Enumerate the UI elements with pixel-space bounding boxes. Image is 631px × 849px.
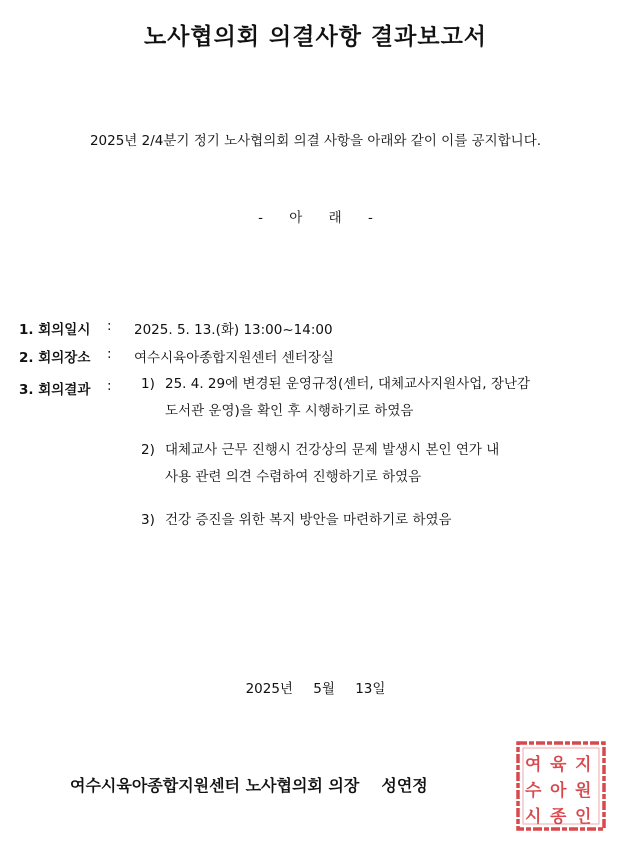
date-month: 5월 [313,681,335,697]
meeting-place-colon: : [107,346,112,362]
intro-paragraph: 2025년 2/4분기 정기 노사협의회 의결 사항을 아래와 같이 이를 공지합니다. [89,133,542,149]
signer-organization: 여수시육아종합지원센터 노사협의회 의장 [70,776,360,795]
document-title: 노사협의회 의결사항 결과보고서 [143,24,488,50]
date-year: 2025년 [245,681,293,697]
result-item-2 [141,437,499,491]
svg-text:종: 종 [550,807,567,827]
document-date [0,677,631,697]
result-item-text-continued: 도서관 운영)을 확인 후 시행하기로 하였음 [165,403,414,419]
meeting-date-label: 1. 회의일시 [19,322,91,338]
result-item-1 [141,371,530,425]
svg-text:아: 아 [550,781,567,801]
result-item-text: 건강 증진을 위한 복지 방안을 마련하기로 하였음 [165,512,452,528]
result-item-3 [141,507,452,534]
result-item-number: 2) [141,442,155,458]
meeting-date-colon: : [107,318,112,334]
svg-text:원: 원 [575,781,592,801]
meeting-result-colon: : [107,378,112,394]
result-item-text-continued: 사용 관련 의견 수렴하여 진행하기로 하였음 [165,469,422,485]
result-item-number: 3) [141,512,155,528]
signer-name: 성연정 [381,776,428,795]
svg-text:시: 시 [525,807,542,827]
svg-text:수: 수 [525,781,542,801]
signer-line [70,773,428,796]
meeting-place-value: 여수시육아종합지원센터 센터장실 [134,350,334,366]
section-marker: - 아 래 - [258,210,373,226]
svg-text:육: 육 [550,755,567,775]
svg-text:여: 여 [525,755,542,775]
svg-text:지: 지 [575,755,592,775]
svg-text:인: 인 [575,807,592,827]
meeting-result-label: 3. 회의결과 [19,382,91,398]
official-seal-stamp [515,740,607,832]
date-day: 13일 [355,681,386,697]
result-item-text: 25. 4. 29에 변경된 운영규정(센터, 대체교사지원사업, 장난감 [165,376,530,392]
result-item-number: 1) [141,376,155,392]
meeting-date-value: 2025. 5. 13.(화) 13:00~14:00 [134,322,333,338]
result-item-text: 대체교사 근무 진행시 건강상의 문제 발생시 본인 연가 내 [165,442,500,458]
meeting-place-label: 2. 회의장소 [19,350,91,366]
